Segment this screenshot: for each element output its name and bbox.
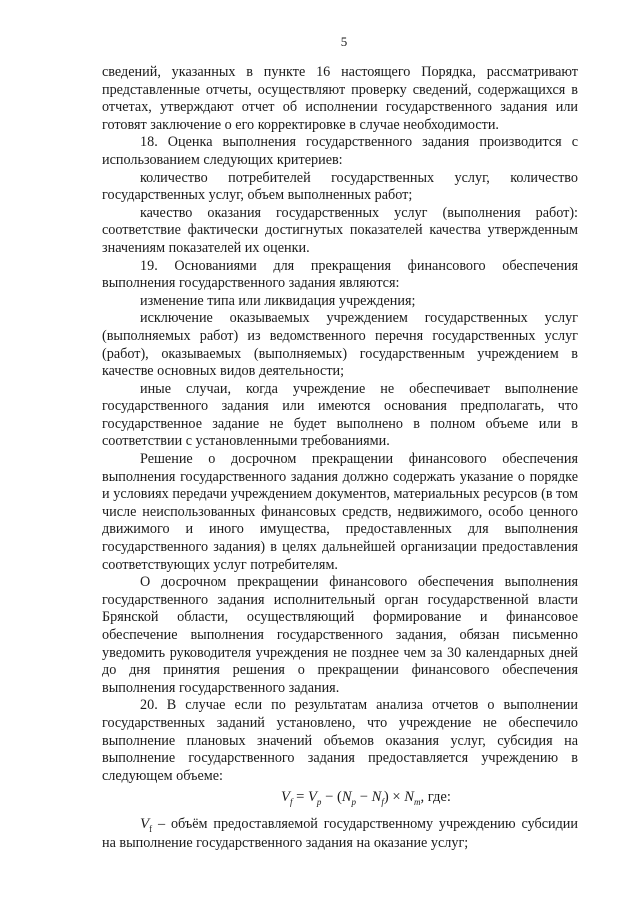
formula-tail: , где: [420,789,451,806]
formula-minus2: − [356,789,372,806]
formula-eq: = [292,789,308,806]
paragraph-7: исключение оказываемых учреждением государственных услуг (выполняемых работ) из ведомственного перечня государственных услуг (работ), оказываемых (выполняемых) государственным учреждением в качестве основных видов деятельности; [102,310,578,380]
formula-lhs-sub: f [289,797,293,808]
paragraph-9: Решение о досрочном прекращении финансового обеспечения выполнения государственного задания должно содержать указание о порядке и условиях передачи учреждением документов, материальных ресурсов (в том числе неиспользованных финансовых средств, недвижимого, особо ценного движимого и иного имущества, предоставленных для выполнения государственного задания) в целях дальнейшей организации предоставления соответствующих услуг потребителям. [102,451,578,573]
formula-n3: N [404,789,414,806]
paragraph-3: количество потребителей государственных услуг, количество государственных услуг, объем выполненных работ; [102,169,578,204]
page-number: 5 [340,34,348,49]
formula-n3-sub: m [413,797,421,808]
formula-n2: N [371,789,382,806]
definition-symbol-sub: f [149,823,153,834]
paragraph-2: 18. Оценка выполнения государственного задания производится с использованием следующих критериев: [102,134,578,168]
formula-n1: N [341,789,352,806]
formula-lhs: V [281,789,290,806]
formula-minus: − ( [321,789,342,806]
formula-close: ) × [383,789,405,806]
paragraph-8: иные случаи, когда учреждение не обеспечивает выполнение государственного задания или имеются основания предполагать, что государственное задание не будет выполнено в полном объеме или в соответствии с установленными требованиями. [102,380,578,450]
paragraph-4: качество оказания государственных услуг (выполнения работ): соответствие фактически достигнутых показателей качества утвержденным значениям показателей их оценки. [102,204,578,256]
paragraph-10: О досрочном прекращении финансового обеспечения выполнения государственного задания исполнительный орган государственной власти Брянской области, осуществляющий формирование и финансовое обеспечение выполнения государственного задания, обязан письменно уведомить руководителя учреждения не позднее чем за 30 календарных дней до дня принятия решения о прекращении финансового обеспечения выполнения государственного задания. [102,574,578,696]
subsidy-formula [102,789,578,807]
paragraph-1: сведений, указанных в пункте 16 настоящего Порядка, рассматривают представленные отчеты, осуществляют проверку сведений, содержащихся в отчетах, утверждают отчет об исполнении государственного задания или готовят заключение о его корректировке в случае необходимости. [102,64,578,133]
formula-v-sub: p [316,797,322,808]
formula-v: V [308,789,317,806]
formula-n1-sub: p [351,797,357,808]
definition-vf [102,815,578,853]
definition-text: – объём предоставляемой государственному учреждению субсидии на выполнение государственного задания на оказание услуг; [102,815,578,851]
paragraph-11: 20. В случае если по результатам анализа отчетов о выполнении государственных заданий установлено, что учреждение не обеспечило выполнение плановых значений объемов оказания услуг, субсидия на выполнение государственного задания предоставляется учреждению в следующем объеме: [102,697,578,784]
formula-n2-sub: f [381,797,384,808]
paragraph-5: 19. Основаниями для прекращения финансового обеспечения выполнения государственного задания являются: [102,257,578,292]
definition-symbol: V [140,815,150,832]
paragraph-6: изменение типа или ликвидация учреждения; [140,292,416,309]
body-text [102,64,578,785]
